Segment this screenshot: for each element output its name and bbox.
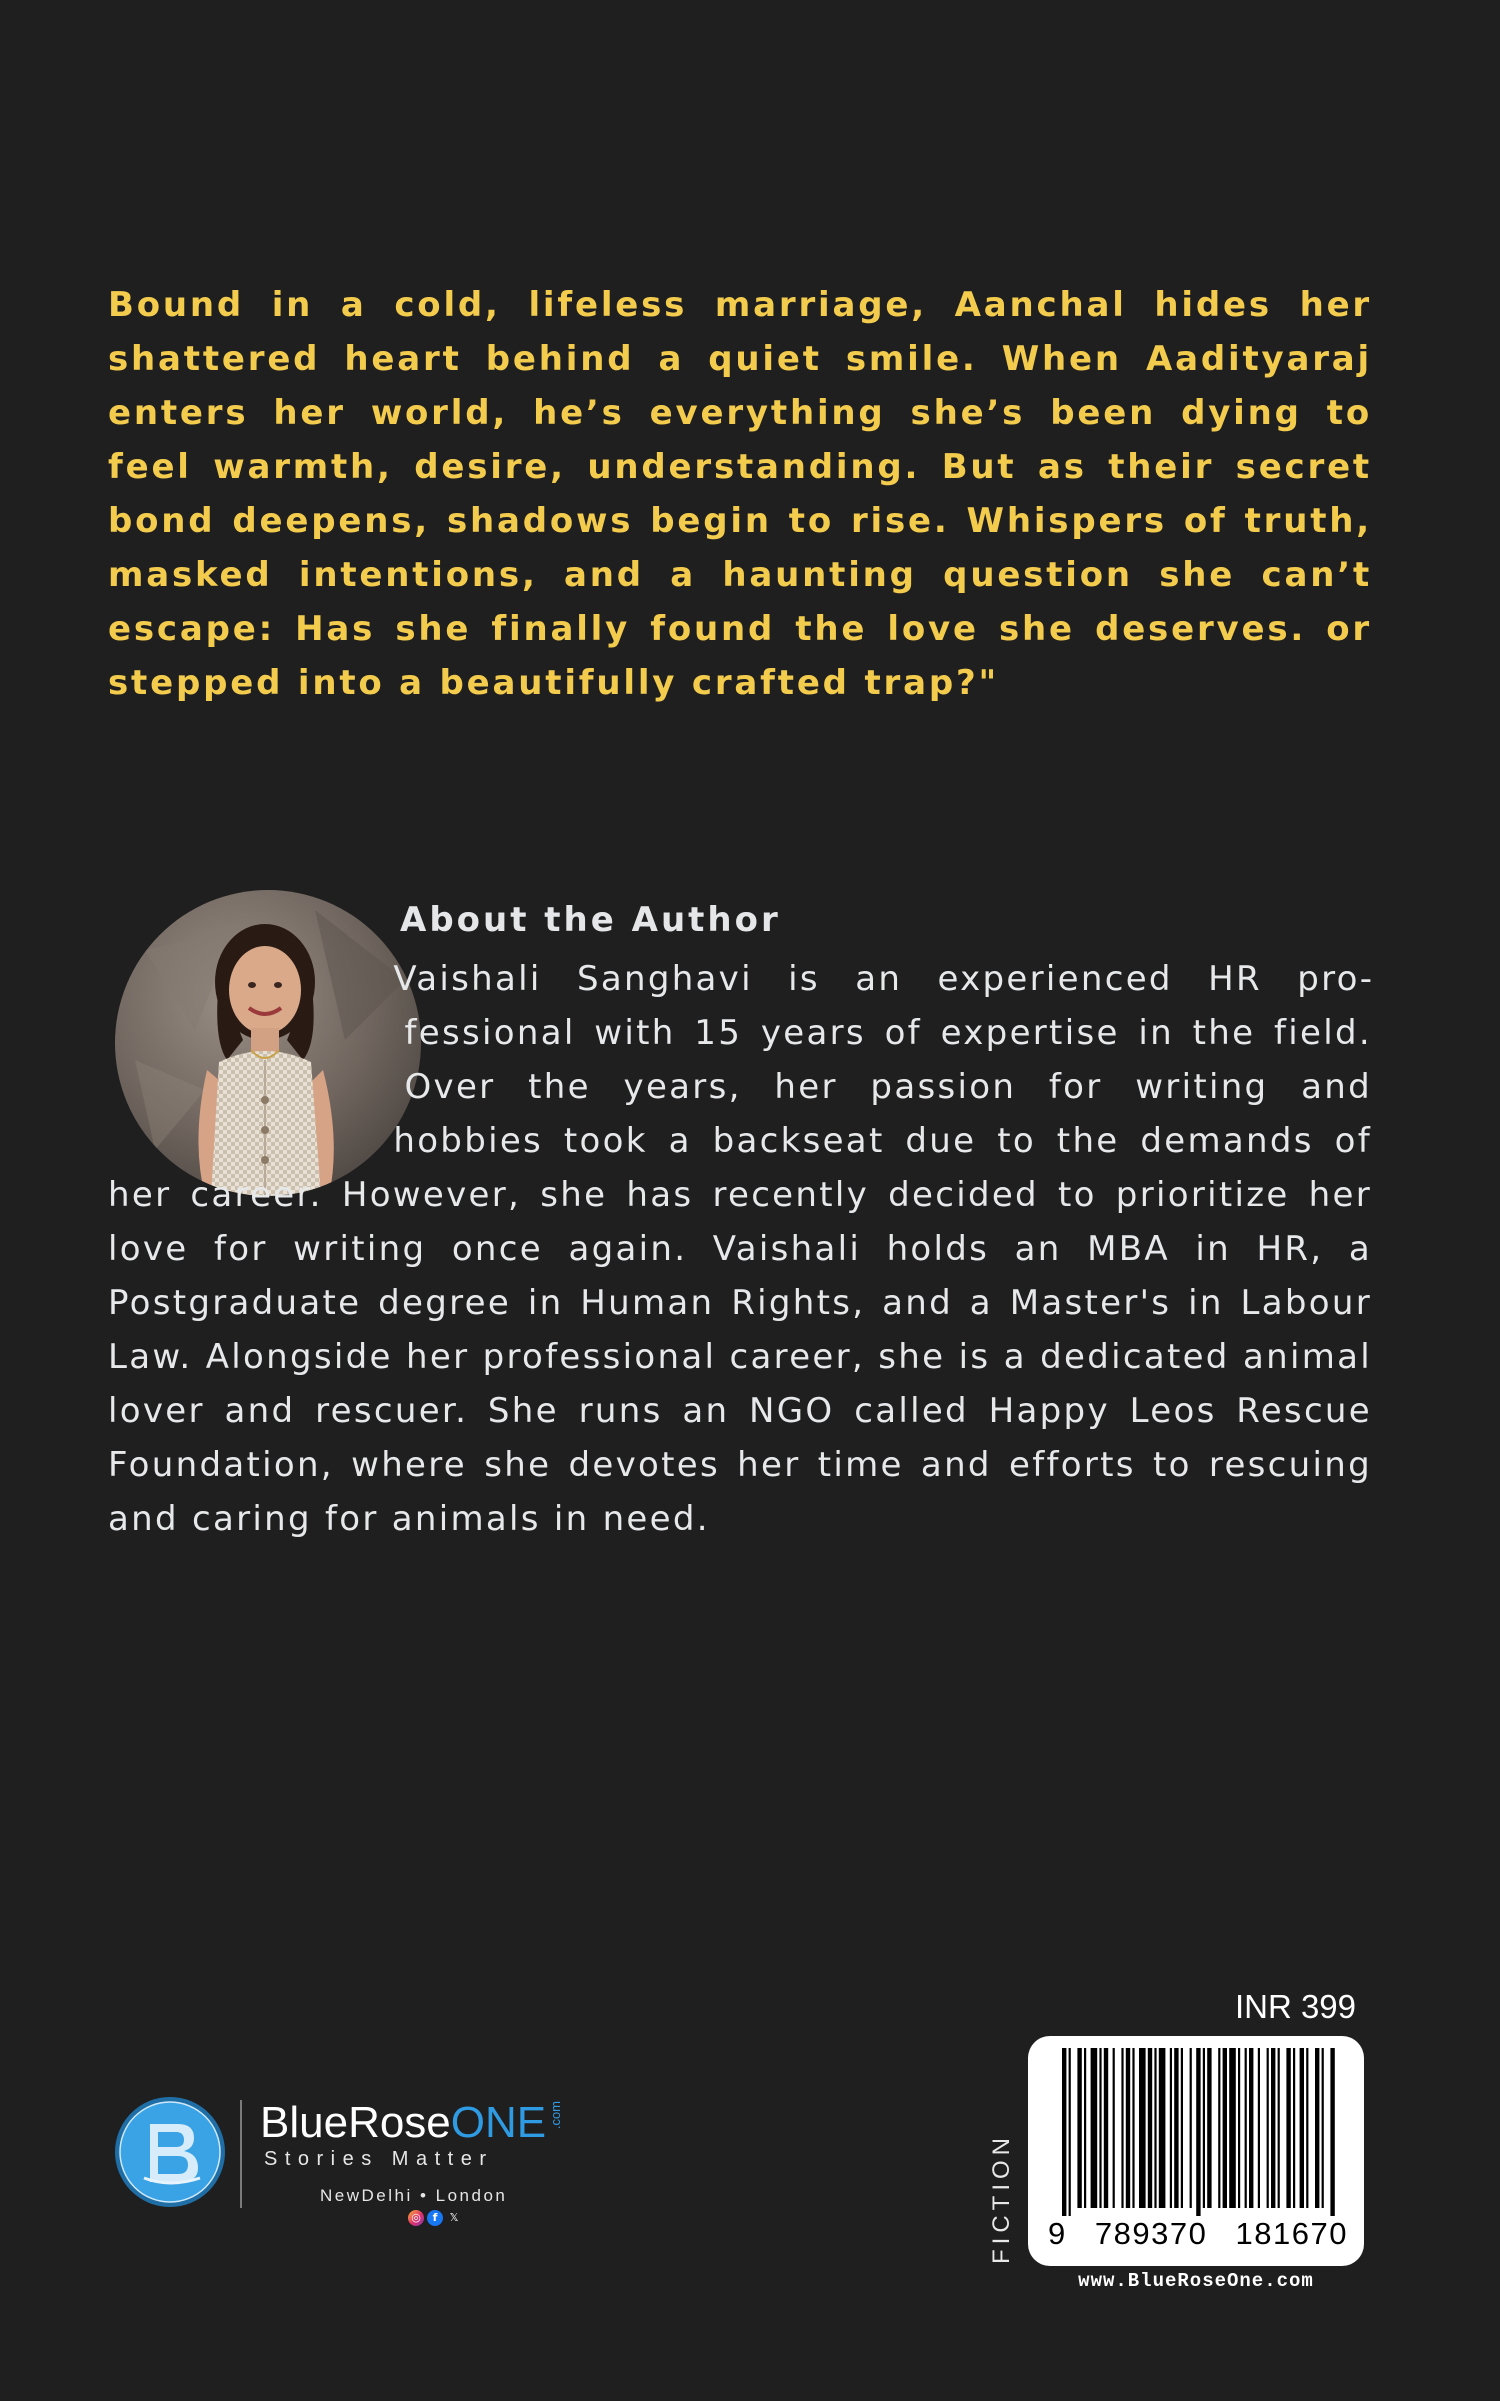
- barcode-bar: [1196, 2048, 1200, 2216]
- barcode-bar: [1126, 2048, 1130, 2208]
- barcode-bar: [1084, 2048, 1086, 2208]
- barcode-bar: [1300, 2048, 1304, 2208]
- barcode-bar: [1315, 2048, 1319, 2208]
- barcode-bar: [1207, 2048, 1211, 2208]
- barcode-bar: [1286, 2048, 1290, 2208]
- isbn-group-1: 789370: [1094, 2216, 1208, 2251]
- barcode-bar: [1062, 2048, 1066, 2216]
- isbn-lead-digit: 9: [1048, 2216, 1067, 2251]
- barcode-bar: [1174, 2048, 1178, 2208]
- barcode-bar: [1330, 2048, 1334, 2216]
- publisher-cities: NewDelhi • London: [320, 2186, 508, 2205]
- barcode-bar: [1170, 2048, 1172, 2208]
- barcode-bar: [1159, 2048, 1166, 2208]
- isbn-barcode: [1028, 2036, 1364, 2266]
- barcode-bar: [1121, 2048, 1123, 2208]
- barcode-bar: [1258, 2048, 1260, 2208]
- barcode-bar: [1139, 2048, 1146, 2208]
- barcode-bar: [1203, 2048, 1205, 2208]
- isbn-number: [1048, 2216, 1348, 2252]
- publisher-name-part2: ONE: [450, 2098, 547, 2147]
- genre-label: FICTION: [988, 2133, 1015, 2264]
- barcode-bar: [1293, 2048, 1295, 2208]
- barcode-bar: [1113, 2048, 1115, 2208]
- about-author-heading: About the Author: [400, 900, 781, 940]
- publisher-name-part1: BlueRose: [260, 2098, 451, 2147]
- publisher-name-suffix: .com: [548, 2100, 564, 2129]
- publisher-divider: [240, 2100, 242, 2208]
- author-bio-text: Vaishali Sanghavi is an experienced HR professional with 15 years of expertise in the field. Over the years, her passion for writing and hobbies took a backseat due to the demands of her career. However, she has recently decided to prioritize her love for writing once again. Vaishali holds an MBA in HR, a Postgraduate degree in Human Rights, and a Master's in Labour Law. Alongside her professional career, she is a dedicated animal lover and rescuer. She runs an NGO called Happy Leos Rescue Foundation, where she devotes her time and efforts to rescuing and caring for animals in need.: [108, 959, 1372, 1539]
- barcode-bars: [1048, 2046, 1344, 2216]
- barcode-bar: [1132, 2048, 1134, 2208]
- barcode-bar: [1322, 2048, 1324, 2208]
- instagram-icon: ◎: [408, 2210, 424, 2226]
- barcode-bar: [1077, 2048, 1081, 2208]
- barcode-bar: [1306, 2048, 1308, 2208]
- barcode-bar: [1099, 2048, 1101, 2208]
- publisher-website: www.BlueRoseOne.com: [1078, 2270, 1314, 2292]
- barcode-bar: [1181, 2048, 1183, 2208]
- facebook-icon: f: [427, 2210, 443, 2226]
- barcode-bar: [1148, 2048, 1152, 2208]
- barcode-bar: [1238, 2048, 1240, 2208]
- publisher-tagline: Stories Matter: [264, 2148, 494, 2170]
- book-blurb: Bound in a cold, lifeless marriage, Aanchal hides her shattered heart behind a quiet smile. When Aadityaraj enters her world, he’s everything she’s been dying to feel warmth, desire, understanding. But as their secret bond deepens, shadows begin to rise. Whispers of truth, masked intentions, and a haunting question she can’t escape: Has she finally found the love she deserves. or stepped into a beautifully crafted trap?": [108, 285, 1372, 703]
- photo-wrap-spacer: [108, 952, 428, 1168]
- barcode-bar: [1267, 2048, 1269, 2208]
- bluerose-logo-icon: [114, 2096, 226, 2208]
- barcode-bar: [1154, 2048, 1156, 2208]
- barcode-bar: [1190, 2048, 1192, 2208]
- publisher-logo: [112, 2094, 632, 2244]
- author-bio: [108, 952, 1372, 1546]
- barcode-bar: [1218, 2048, 1220, 2208]
- x-twitter-icon: 𝕏: [449, 2211, 459, 2224]
- barcode-bar: [1229, 2048, 1236, 2208]
- barcode-bar: [1091, 2048, 1098, 2208]
- publisher-name: [260, 2098, 563, 2148]
- book-price: INR 399: [1234, 1988, 1356, 2025]
- barcode-bar: [1223, 2048, 1227, 2208]
- barcode-bar: [1245, 2048, 1247, 2208]
- barcode-bar: [1278, 2048, 1280, 2208]
- barcode-bar: [1069, 2048, 1071, 2216]
- barcode-bar: [1104, 2048, 1108, 2208]
- isbn-group-2: 181670: [1235, 2216, 1348, 2251]
- barcode-bar: [1271, 2048, 1275, 2208]
- social-icons: [408, 2210, 462, 2226]
- barcode-bar: [1249, 2048, 1253, 2208]
